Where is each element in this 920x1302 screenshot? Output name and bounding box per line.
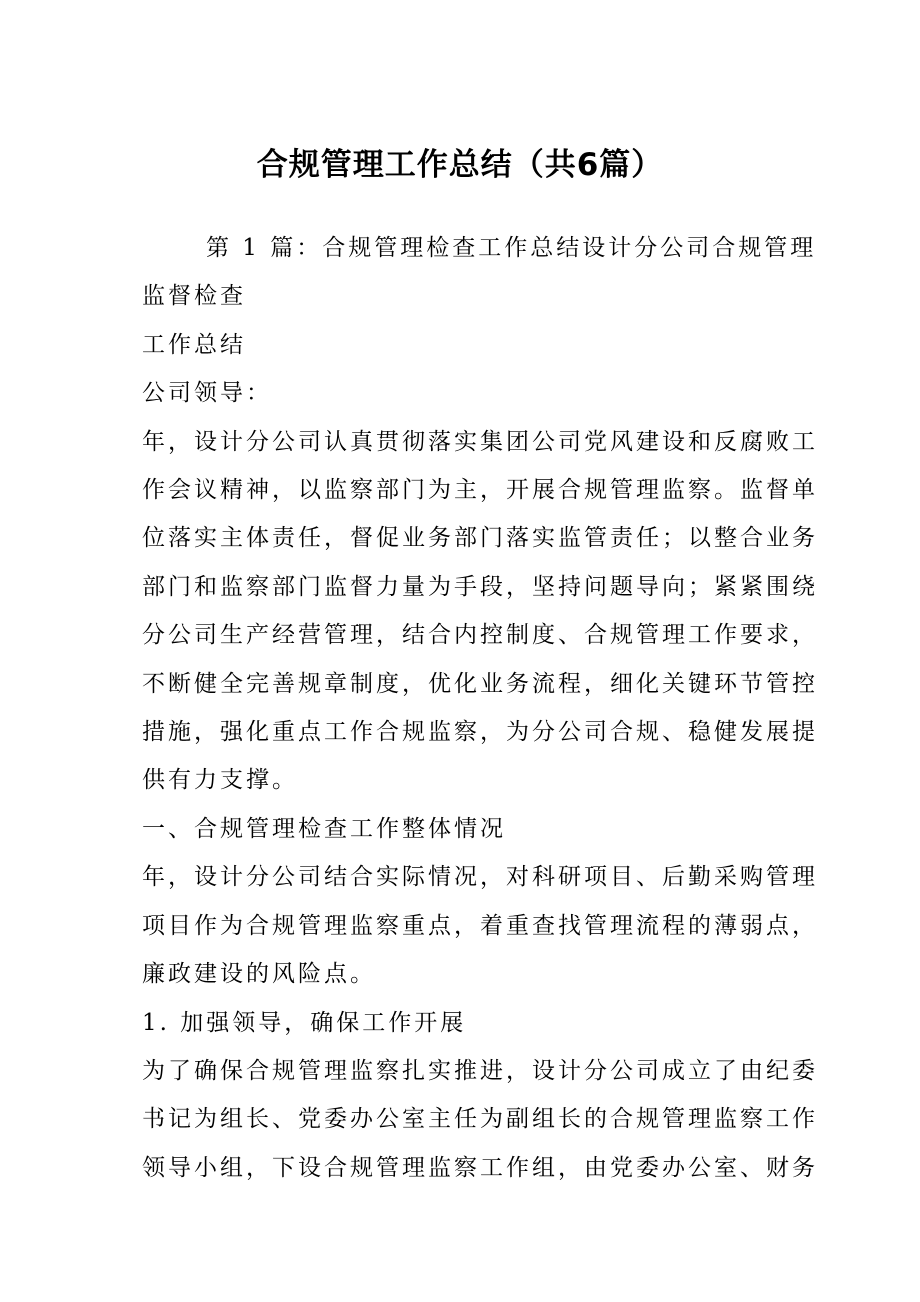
section-heading: 一、合规管理检查工作整体情况 bbox=[142, 815, 506, 842]
body-line: 项目作为合规管理监察重点，着重查找管理流程的薄弱点， bbox=[142, 912, 818, 939]
section-heading-part-1: 第 1 篇：合规管理检查工作总结设计分公司合规管理 bbox=[206, 235, 817, 261]
subsection-heading: 1. 加强领导，确保工作开展 bbox=[142, 1009, 467, 1036]
body-line: 供有力支撑。 bbox=[142, 767, 298, 794]
document-body bbox=[142, 224, 818, 1192]
body-line: 作会议精神，以监察部门为主，开展合规管理监察。监督单 bbox=[142, 477, 818, 504]
body-line: 为了确保合规管理监察扎实推进，设计分公司成立了由纪委 bbox=[142, 1057, 818, 1084]
document-title: 合规管理工作总结（共6篇） bbox=[256, 147, 664, 183]
body-line: 分公司生产经营管理，结合内控制度、合规管理工作要求， bbox=[142, 622, 818, 649]
salutation: 公司领导： bbox=[142, 380, 272, 407]
body-line: 部门和监察部门监督力量为手段，坚持问题导向；紧紧围绕 bbox=[142, 573, 818, 600]
body-line: 书记为组长、党委办公室主任为副组长的合规管理监察工作 bbox=[142, 1106, 818, 1133]
body-line: 不断健全完善规章制度，优化业务流程，细化关键环节管控 bbox=[142, 670, 818, 697]
body-line: 年，设计分公司结合实际情况，对科研项目、后勤采购管理 bbox=[142, 864, 818, 891]
body-line: 领导小组，下设合规管理监察工作组，由党委办公室、财务 bbox=[142, 1154, 818, 1181]
body-line: 廉政建设的风险点。 bbox=[142, 961, 376, 988]
body-line: 年，设计分公司认真贯彻落实集团公司党风建设和反腐败工 bbox=[142, 428, 818, 455]
body-line: 监督检查 bbox=[142, 283, 246, 310]
body-line: 工作总结 bbox=[142, 331, 246, 358]
body-line: 措施，强化重点工作合规监察，为分公司合规、稳健发展提 bbox=[142, 719, 818, 746]
body-line: 位落实主体责任，督促业务部门落实监管责任；以整合业务 bbox=[142, 525, 818, 552]
